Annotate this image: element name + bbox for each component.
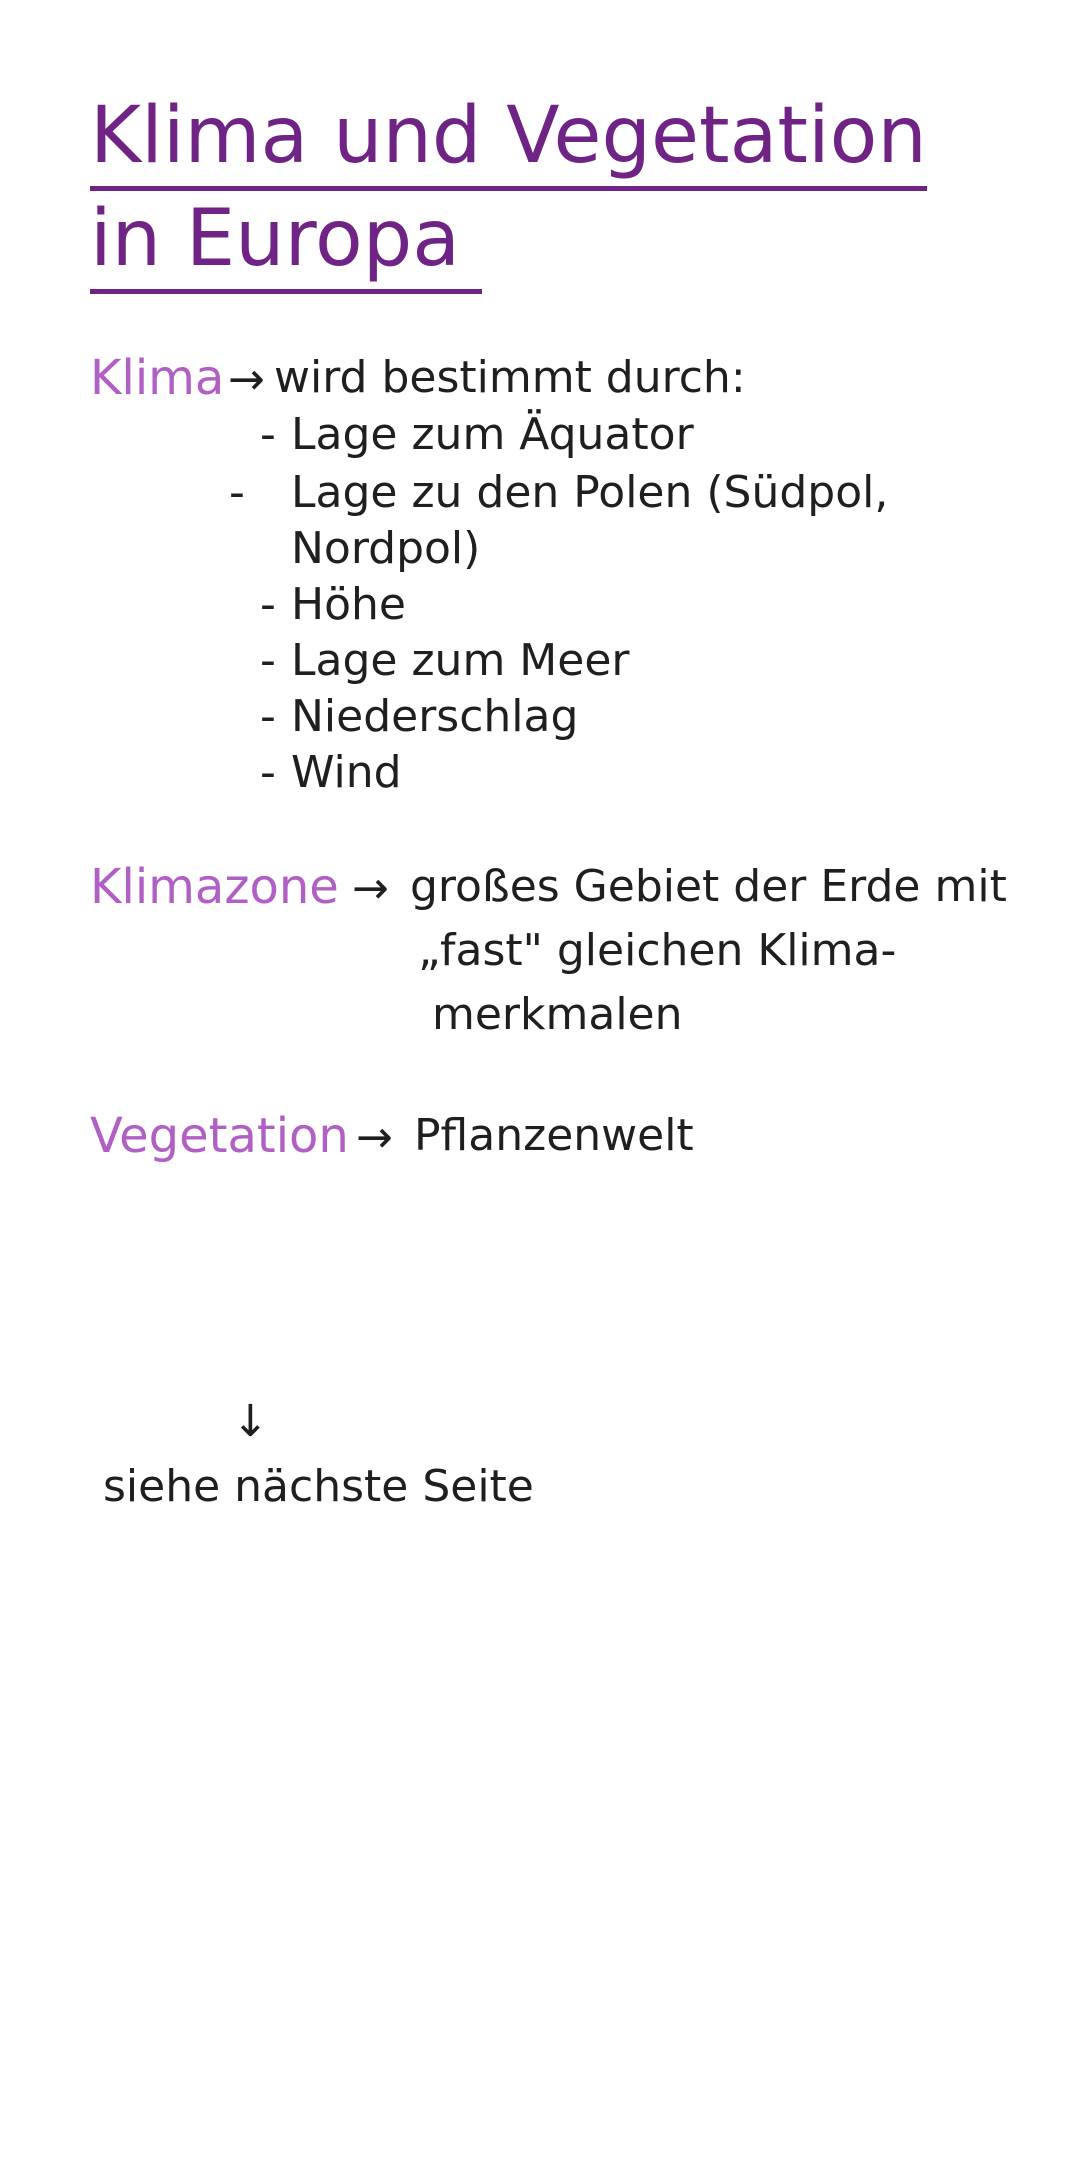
dash-bullet: - (260, 635, 276, 686)
term-vegetation: Vegetation (90, 1108, 349, 1164)
term-klima: Klima (90, 350, 225, 406)
list-item (229, 465, 931, 577)
factor-text: Wind (291, 747, 402, 798)
next-page-hint: siehe nächste Seite (103, 1461, 534, 1512)
title-line-1: Klima und Vegetation (90, 88, 927, 191)
dash-bullet: - (260, 409, 276, 460)
arrow-down-icon: ↓ (232, 1396, 269, 1447)
arrow-right-icon: → (228, 354, 265, 405)
factor-text: Lage zum Äquator (291, 409, 694, 460)
factor-text: Höhe (291, 579, 406, 630)
factor-text: Lage zu den Polen (Südpol, Nordpol) (291, 467, 889, 574)
vegetation-definition: Pflanzenwelt (414, 1110, 694, 1161)
klimazone-definition-line-2: „fast" gleichen Klima- (418, 925, 897, 976)
list-item (260, 745, 931, 801)
dash-bullet: - (229, 467, 245, 518)
klima-intro: wird bestimmt durch: (274, 352, 746, 403)
dash-bullet: - (260, 691, 276, 742)
dash-bullet: - (260, 747, 276, 798)
arrow-right-icon: → (352, 863, 389, 914)
term-klimazone: Klimazone (90, 859, 339, 915)
factor-text: Niederschlag (291, 691, 579, 742)
klimazone-definition-line-1: großes Gebiet der Erde mit (410, 861, 1007, 912)
list-item (260, 633, 931, 689)
title-line-2: in Europa (90, 191, 482, 294)
klimazone-definition-line-3: merkmalen (432, 989, 683, 1040)
arrow-right-icon: → (356, 1112, 393, 1163)
dash-bullet: - (260, 579, 276, 630)
klima-factor-list (229, 407, 931, 801)
factor-text: Lage zum Meer (291, 635, 630, 686)
list-item (260, 689, 931, 745)
page-title (90, 88, 927, 294)
list-item (260, 407, 931, 463)
list-item (260, 577, 931, 633)
